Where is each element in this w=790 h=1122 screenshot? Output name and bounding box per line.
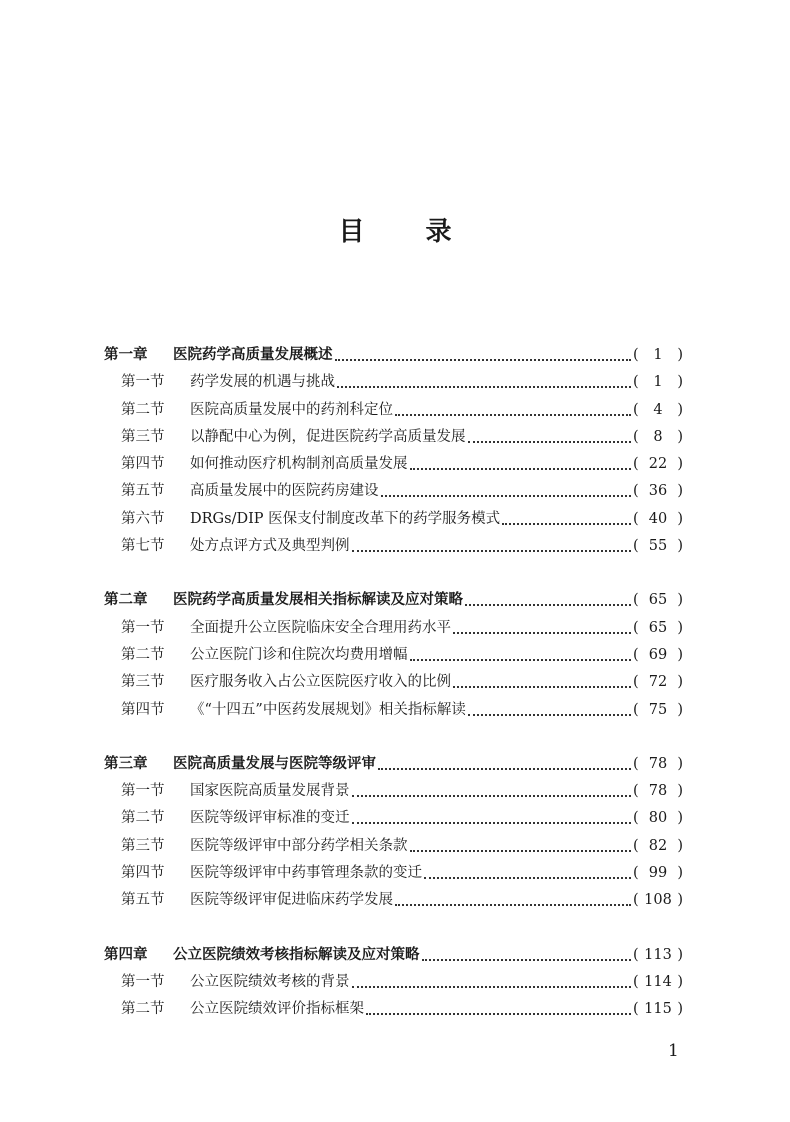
open-paren: ( (633, 538, 639, 555)
section-title: 处方点评方式及典型判例 (190, 538, 350, 555)
dot-leader (378, 751, 631, 778)
close-paren: ) (677, 1001, 683, 1018)
dot-leader (337, 369, 631, 396)
open-paren: ( (633, 973, 639, 990)
page-reference (633, 642, 683, 669)
open-paren: ( (633, 783, 639, 800)
toc-section-entry[interactable] (104, 642, 683, 669)
page-number-ref: 80 (648, 810, 668, 827)
dot-leader (352, 969, 632, 996)
close-paren: ) (677, 456, 683, 473)
page-reference (633, 369, 683, 396)
close-paren: ) (677, 755, 683, 772)
section-label: 第二节 (121, 646, 165, 663)
page-number-ref: 114 (644, 973, 672, 990)
open-paren: ( (633, 646, 639, 663)
section-title: 医院等级评审中部分药学相关条款 (190, 837, 408, 854)
chapter-label: 第三章 (104, 755, 148, 772)
page-reference (633, 887, 683, 914)
page-number-ref: 115 (644, 1001, 672, 1018)
close-paren: ) (677, 646, 683, 663)
section-label: 第五节 (121, 483, 165, 500)
dot-leader (381, 478, 632, 505)
page-number-ref: 1 (653, 347, 663, 363)
open-paren: ( (633, 510, 639, 527)
page-reference (633, 942, 683, 969)
dot-leader (352, 778, 632, 805)
toc-chapter-entry[interactable] (104, 587, 683, 614)
section-label: 第二节 (121, 401, 165, 418)
page-title: 目 录 (338, 217, 478, 247)
section-title: 公立医院门诊和住院次均费用增幅 (190, 646, 408, 663)
page-number-ref: 113 (644, 946, 672, 963)
page-number-ref: 55 (648, 538, 668, 555)
chapter-title: 医院药学高质量发展概述 (173, 347, 333, 363)
close-paren: ) (677, 892, 683, 909)
page-reference (633, 805, 683, 832)
section-title: 医院等级评审标准的变迁 (190, 810, 350, 827)
toc-section-entry[interactable] (104, 833, 683, 860)
open-paren: ( (633, 483, 639, 500)
section-label: 第一节 (121, 374, 165, 391)
toc-section-entry[interactable] (104, 451, 683, 478)
page-reference (633, 506, 683, 533)
page-reference (633, 996, 683, 1023)
chapter-title: 医院高质量发展与医院等级评审 (173, 755, 376, 772)
open-paren: ( (633, 810, 639, 827)
section-title: 公立医院绩效评价指标框架 (190, 1001, 364, 1018)
open-paren: ( (633, 1001, 639, 1018)
toc-section-entry[interactable] (104, 805, 683, 832)
open-paren: ( (633, 592, 639, 609)
section-label: 第一节 (121, 783, 165, 800)
dot-leader (422, 942, 632, 969)
open-paren: ( (633, 456, 639, 473)
page-number-ref: 72 (648, 674, 668, 691)
table-of-contents (104, 342, 683, 1051)
page-number-ref: 75 (648, 701, 668, 718)
chapter-title: 医院药学高质量发展相关指标解读及应对策略 (173, 592, 463, 609)
section-title: 医疗服务收入占公立医院医疗收入的比例 (190, 674, 451, 691)
close-paren: ) (677, 973, 683, 990)
close-paren: ) (677, 374, 683, 391)
close-paren: ) (677, 428, 683, 445)
close-paren: ) (677, 865, 683, 882)
section-label: 第五节 (121, 892, 165, 909)
toc-chapter-entry[interactable] (104, 342, 683, 369)
page-number-ref: 22 (648, 456, 668, 473)
section-title: 国家医院高质量发展背景 (190, 783, 350, 800)
section-label: 第三节 (121, 837, 165, 854)
chapter-label: 第一章 (104, 347, 148, 363)
close-paren: ) (677, 701, 683, 718)
dot-leader (410, 642, 632, 669)
toc-chapter-entry[interactable] (104, 942, 683, 969)
section-title: DRGs/DIP 医保支付制度改革下的药学服务模式 (190, 510, 501, 527)
page-reference (633, 397, 683, 424)
dot-leader (395, 887, 631, 914)
section-title: 以静配中心为例，促进医院药学高质量发展 (190, 428, 466, 445)
page-number-ref: 8 (653, 428, 663, 445)
chapter-label: 第四章 (104, 946, 148, 963)
close-paren: ) (677, 347, 683, 363)
toc-section-entry[interactable] (104, 397, 683, 424)
close-paren: ) (677, 619, 683, 636)
section-label: 第一节 (121, 973, 165, 990)
page-reference (633, 860, 683, 887)
page-reference (633, 969, 683, 996)
section-title: 高质量发展中的医院药房建设 (190, 483, 379, 500)
dot-leader (453, 615, 631, 642)
section-title: 如何推动医疗机构制剂高质量发展 (190, 456, 408, 473)
toc-section-entry[interactable] (104, 424, 683, 451)
toc-section-entry[interactable] (104, 778, 683, 805)
section-label: 第一节 (121, 619, 165, 636)
chapter-title: 公立医院绩效考核指标解读及应对策略 (173, 946, 420, 963)
open-paren: ( (633, 674, 639, 691)
open-paren: ( (633, 347, 639, 363)
close-paren: ) (677, 510, 683, 527)
page-reference (633, 669, 683, 696)
page-reference (633, 533, 683, 560)
dot-leader (468, 424, 632, 451)
page-reference (633, 587, 683, 614)
section-title: 医院高质量发展中的药剂科定位 (190, 401, 393, 418)
toc-section-entry[interactable] (104, 996, 683, 1023)
dot-leader (465, 587, 631, 614)
page-number-ref: 78 (648, 755, 668, 772)
page-reference (633, 424, 683, 451)
close-paren: ) (677, 592, 683, 609)
toc-section-entry[interactable] (104, 478, 683, 505)
page-number-ref: 65 (648, 592, 668, 609)
toc-section-entry[interactable] (104, 369, 683, 396)
page-reference (633, 478, 683, 505)
chapter-block (104, 942, 683, 1024)
close-paren: ) (677, 810, 683, 827)
chapter-block (104, 342, 683, 560)
section-title: 《“十四五”中医药发展规划》相关指标解读 (190, 701, 466, 718)
toc-section-entry[interactable] (104, 887, 683, 914)
open-paren: ( (633, 401, 639, 418)
chapter-label: 第二章 (104, 592, 148, 609)
close-paren: ) (677, 483, 683, 500)
page-number-ref: 40 (648, 510, 668, 527)
page-number-ref: 36 (648, 483, 668, 500)
toc-section-entry[interactable] (104, 669, 683, 696)
page-reference (633, 615, 683, 642)
open-paren: ( (633, 374, 639, 391)
page-number-ref: 82 (648, 837, 668, 854)
page-number: 1 (668, 1041, 679, 1061)
section-label: 第四节 (121, 701, 165, 718)
page-number-ref: 4 (653, 401, 663, 418)
toc-section-entry[interactable] (104, 860, 683, 887)
open-paren: ( (633, 946, 639, 963)
section-title: 医院等级评审促进临床药学发展 (190, 892, 393, 909)
section-title: 公立医院绩效考核的背景 (190, 973, 350, 990)
section-label: 第四节 (121, 456, 165, 473)
close-paren: ) (677, 946, 683, 963)
section-label: 第二节 (121, 1001, 165, 1018)
open-paren: ( (633, 755, 639, 772)
page-number-ref: 108 (644, 892, 672, 909)
open-paren: ( (633, 428, 639, 445)
page-number-ref: 78 (648, 783, 668, 800)
close-paren: ) (677, 674, 683, 691)
close-paren: ) (677, 401, 683, 418)
chapter-block (104, 587, 683, 723)
open-paren: ( (633, 892, 639, 909)
page-reference (633, 342, 683, 369)
toc-section-entry[interactable] (104, 506, 683, 533)
open-paren: ( (633, 619, 639, 636)
dot-leader (395, 397, 631, 424)
close-paren: ) (677, 538, 683, 555)
toc-section-entry[interactable] (104, 697, 683, 724)
close-paren: ) (677, 783, 683, 800)
toc-chapter-entry[interactable] (104, 751, 683, 778)
dot-leader (502, 506, 631, 533)
page-reference (633, 751, 683, 778)
page-number-ref: 99 (648, 865, 668, 882)
section-title: 药学发展的机遇与挑战 (190, 374, 335, 391)
open-paren: ( (633, 701, 639, 718)
dot-leader (410, 833, 632, 860)
toc-section-entry[interactable] (104, 969, 683, 996)
dot-leader (366, 996, 631, 1023)
page-reference (633, 451, 683, 478)
dot-leader (352, 533, 632, 560)
section-label: 第六节 (121, 510, 165, 527)
section-title: 医院等级评审中药事管理条款的变迁 (190, 865, 422, 882)
open-paren: ( (633, 865, 639, 882)
dot-leader (352, 805, 632, 832)
page-number-ref: 65 (648, 619, 668, 636)
page-reference (633, 833, 683, 860)
page-reference (633, 697, 683, 724)
section-label: 第四节 (121, 865, 165, 882)
page-reference (633, 778, 683, 805)
section-label: 第三节 (121, 428, 165, 445)
dot-leader (424, 860, 631, 887)
open-paren: ( (633, 837, 639, 854)
section-label: 第三节 (121, 674, 165, 691)
dot-leader (410, 451, 632, 478)
close-paren: ) (677, 837, 683, 854)
section-title: 全面提升公立医院临床安全合理用药水平 (190, 619, 451, 636)
dot-leader (335, 342, 632, 369)
toc-section-entry[interactable] (104, 615, 683, 642)
toc-section-entry[interactable] (104, 533, 683, 560)
dot-leader (468, 697, 631, 724)
section-label: 第二节 (121, 810, 165, 827)
page-number-ref: 69 (648, 646, 668, 663)
section-label: 第七节 (121, 538, 165, 555)
chapter-block (104, 751, 683, 915)
page-number-ref: 1 (653, 374, 663, 391)
dot-leader (453, 669, 631, 696)
